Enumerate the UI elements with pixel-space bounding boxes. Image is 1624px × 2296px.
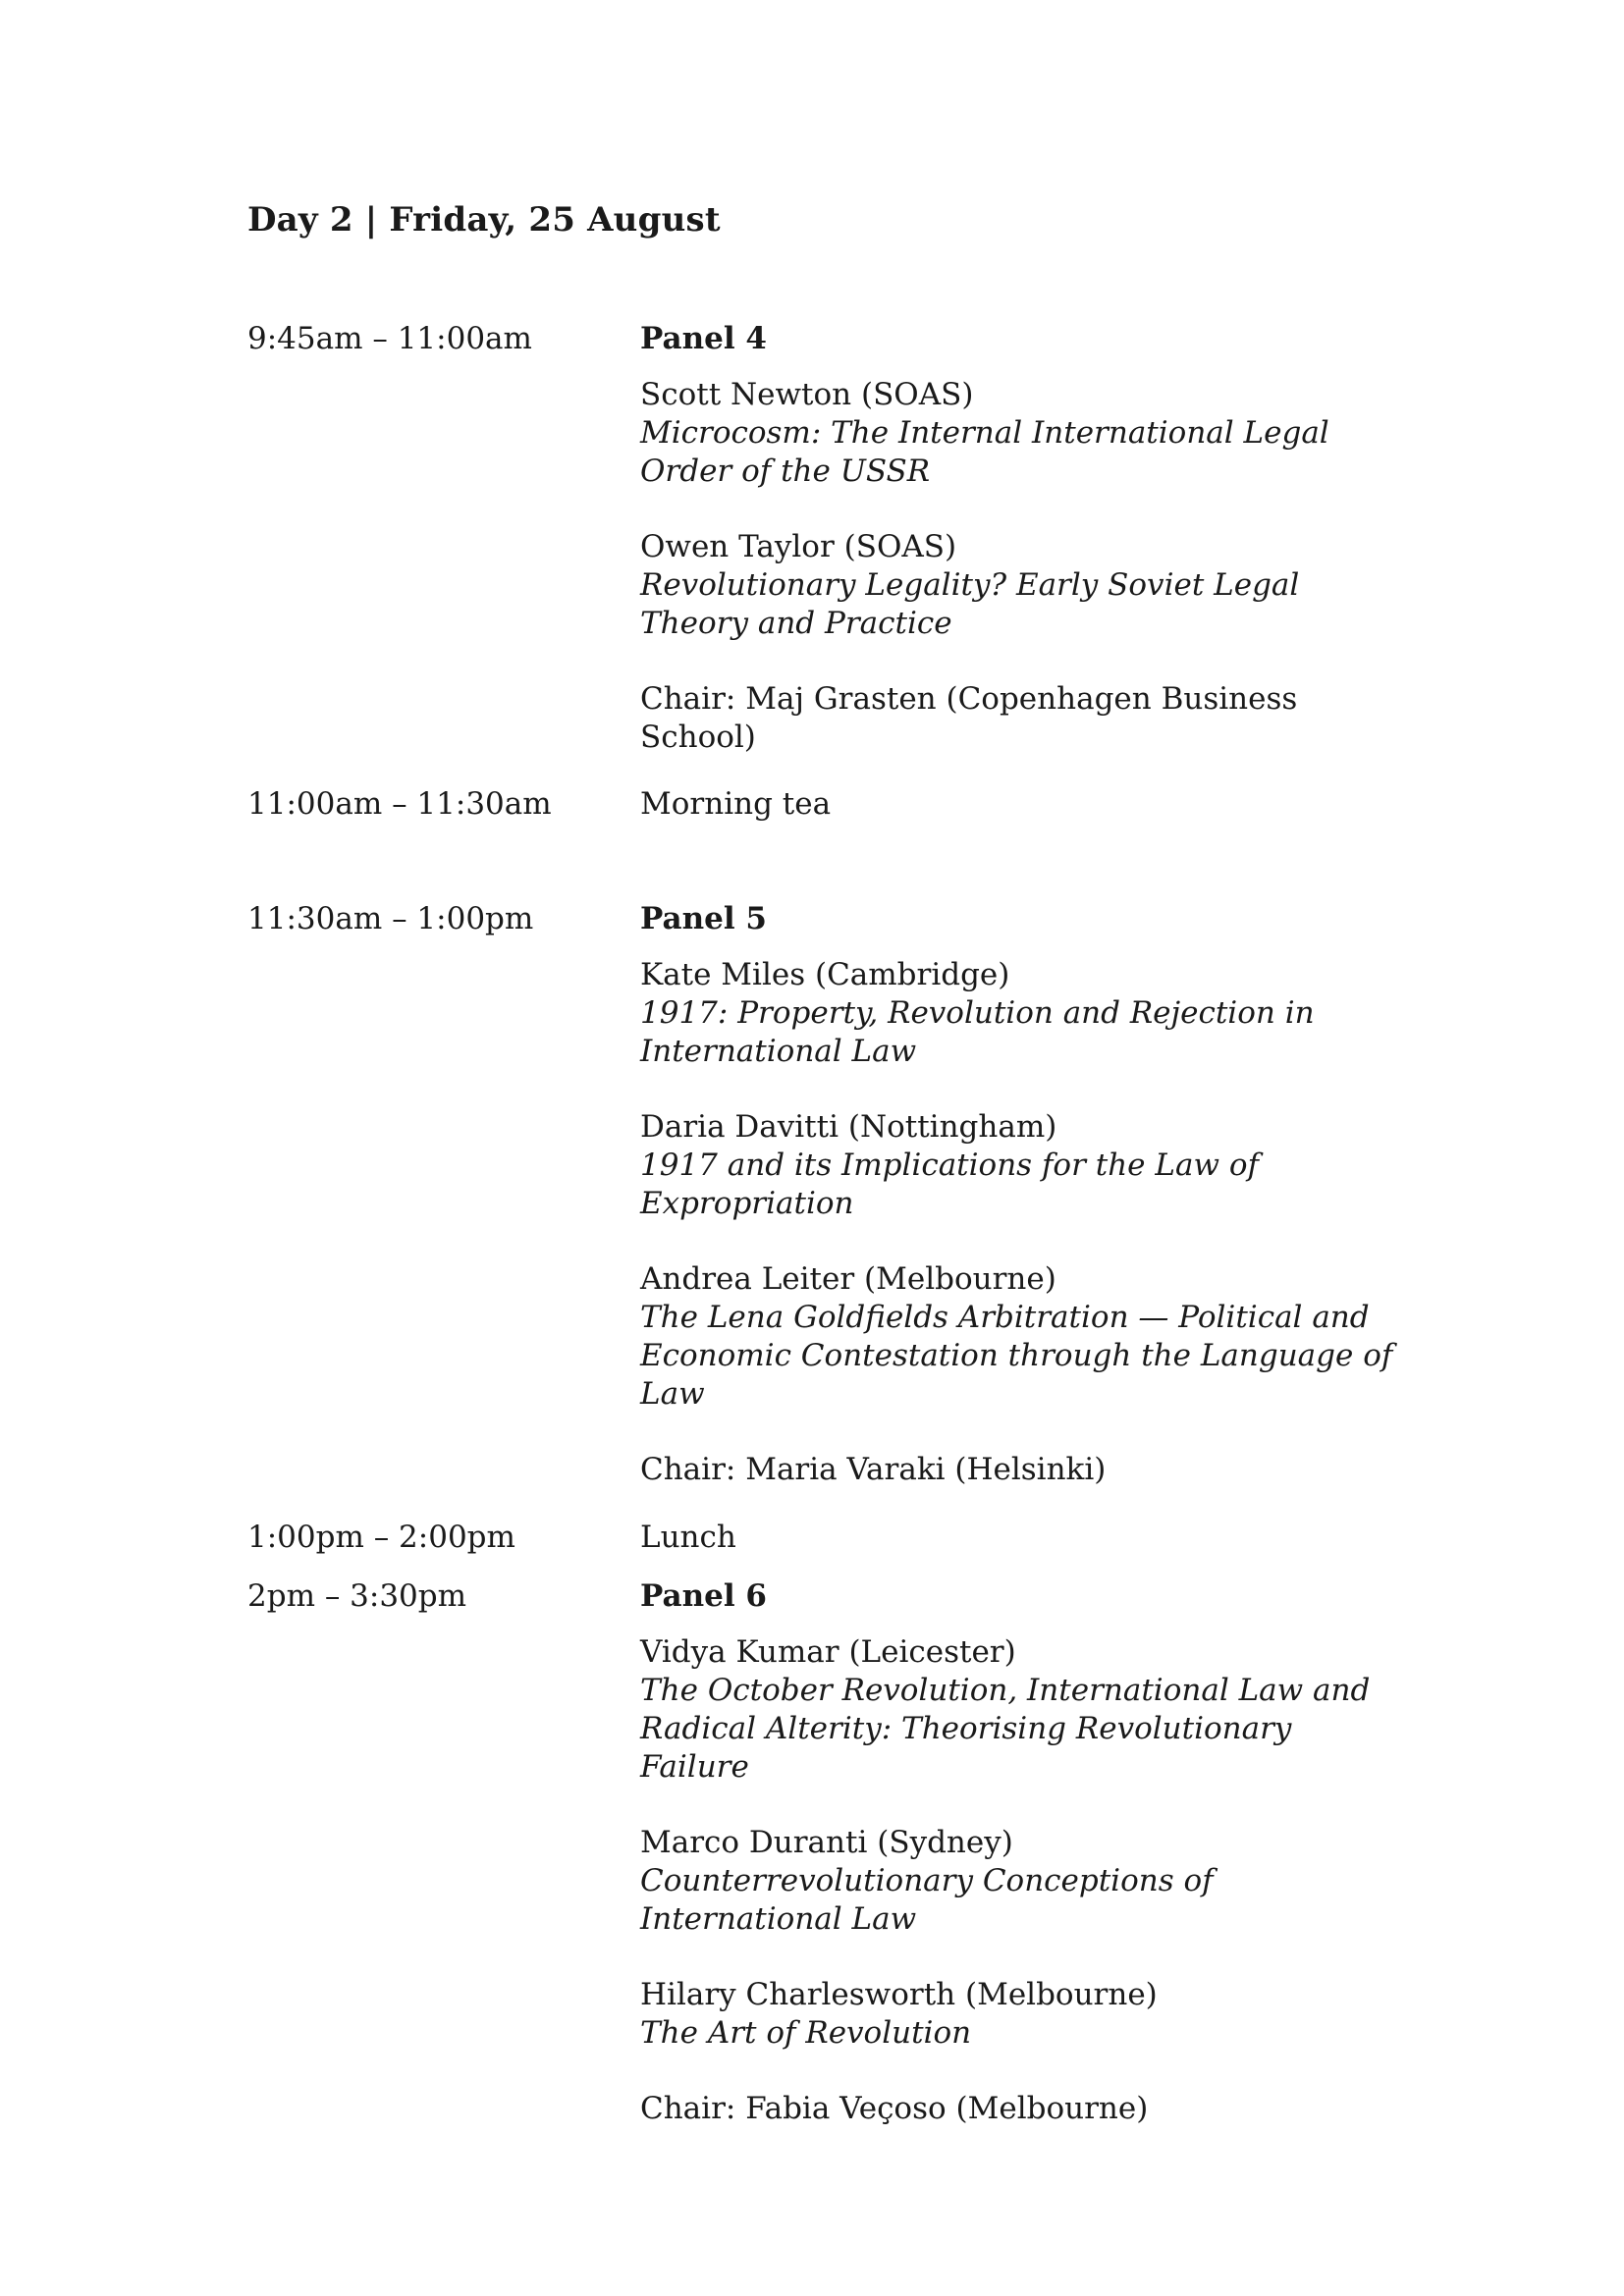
talk-entry xyxy=(640,1824,1406,1939)
talk-speaker: Kate Miles (Cambridge) xyxy=(640,957,1010,992)
talk-entry xyxy=(640,956,1406,1071)
talk-title: Microcosm: The Internal International Legal Order of the USSR xyxy=(640,415,1329,489)
talk-entry xyxy=(640,528,1406,643)
session-time: 1:00pm – 2:00pm xyxy=(247,1520,515,1555)
session-time: 2pm – 3:30pm xyxy=(247,1578,467,1614)
panel-heading: Panel 4 xyxy=(640,321,767,356)
talk-title: The Lena Goldfields Arbitration — Political and Economic Contestation through the Language of Law xyxy=(640,1300,1393,1412)
session-time: 9:45am – 11:00am xyxy=(247,321,532,356)
talk-title: Counterrevolutionary Conceptions of International Law xyxy=(640,1863,1214,1937)
talk-entry xyxy=(640,1976,1406,2053)
session-content xyxy=(640,784,1406,824)
session-content xyxy=(640,1518,1406,1557)
session-time: 11:30am – 1:00pm xyxy=(247,901,534,936)
break-label: Lunch xyxy=(640,1520,736,1555)
talk-speaker: Hilary Charlesworth (Melbourne) xyxy=(640,1977,1158,2012)
talk-speaker: Vidya Kumar (Leicester) xyxy=(640,1634,1016,1670)
session-time: 11:00am – 11:30am xyxy=(247,786,552,822)
talk-title: 1917 and its Implications for the Law of Expropriation xyxy=(640,1148,1259,1221)
break-label: Morning tea xyxy=(640,786,832,822)
talk-speaker: Andrea Leiter (Melbourne) xyxy=(640,1261,1056,1297)
talk-speaker: Owen Taylor (SOAS) xyxy=(640,529,957,564)
panel-heading: Panel 5 xyxy=(640,901,767,936)
session-content xyxy=(640,899,1406,1489)
talk-entry xyxy=(640,376,1406,491)
panel-chair: Chair: Maj Grasten (Copenhagen Business School) xyxy=(640,681,1298,755)
session-content xyxy=(640,1576,1406,2128)
talk-speaker: Daria Davitti (Nottingham) xyxy=(640,1109,1057,1145)
talk-title: Revolutionary Legality? Early Soviet Legal Theory and Practice xyxy=(640,567,1300,641)
day-title: Day 2 | Friday, 25 August xyxy=(247,200,721,240)
talk-speaker: Scott Newton (SOAS) xyxy=(640,377,974,412)
talk-speaker: Marco Duranti (Sydney) xyxy=(640,1825,1013,1860)
talk-title: The October Revolution, International Law and Radical Alterity: Theorising Revolutionary Failure xyxy=(640,1673,1371,1785)
panel-heading: Panel 6 xyxy=(640,1578,767,1614)
talk-entry xyxy=(640,1260,1406,1414)
panel-chair: Chair: Fabia Veçoso (Melbourne) xyxy=(640,2091,1149,2126)
talk-entry xyxy=(640,1108,1406,1223)
talk-title: The Art of Revolution xyxy=(640,2015,972,2051)
talk-entry xyxy=(640,1633,1406,1787)
session-content xyxy=(640,319,1406,757)
panel-chair: Chair: Maria Varaki (Helsinki) xyxy=(640,1452,1107,1487)
talk-title: 1917: Property, Revolution and Rejection in International Law xyxy=(640,995,1315,1069)
